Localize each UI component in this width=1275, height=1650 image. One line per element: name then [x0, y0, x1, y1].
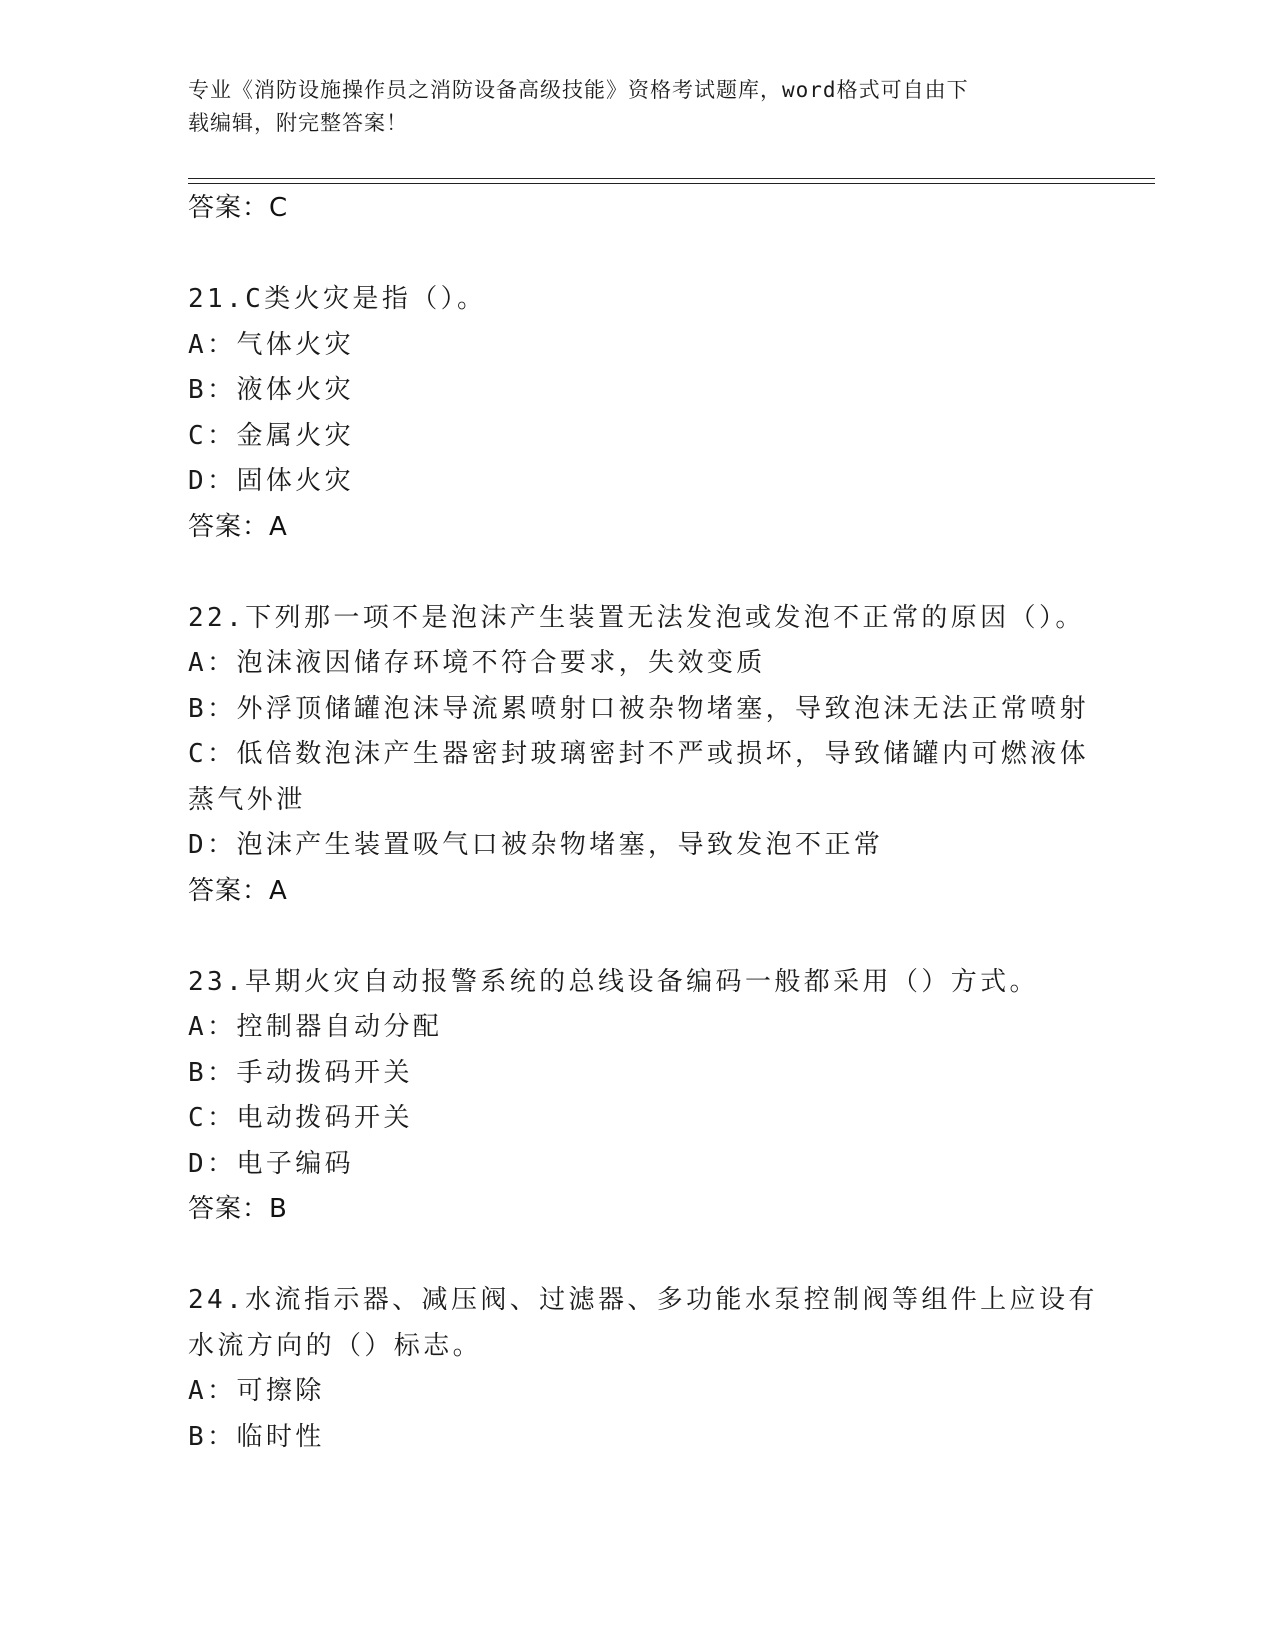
- question-stem: 23.早期火灾自动报警系统的总线设备编码一般都采用（）方式。: [188, 966, 1039, 997]
- option-c: C：低倍数泡沫产生器密封玻璃密封不严或损坏，导致储罐内可燃液体: [188, 739, 1090, 769]
- question-stem: 22.下列那一项不是泡沫产生装置无法发泡或发泡不正常的原因（）。: [188, 602, 1085, 633]
- header-line-2: 载编辑，附完整答案！: [188, 111, 408, 135]
- question-22: [188, 596, 1138, 915]
- question-stem-continued: 水流方向的（）标志。: [188, 1330, 483, 1361]
- option-b: B：手动拨码开关: [188, 1057, 413, 1088]
- question-23: [188, 960, 1138, 1233]
- option-d: D：固体火灾: [188, 466, 355, 496]
- option-b: B：临时性: [188, 1421, 325, 1452]
- option-c: C：电动拨码开关: [188, 1103, 413, 1133]
- option-d: D：泡沫产生装置吸气口被杂物堵塞，导致发泡不正常: [188, 830, 884, 860]
- answer: 答案：B: [188, 1194, 288, 1224]
- question-stem: 21.C类火灾是指（）。: [188, 284, 487, 314]
- option-c-continued: 蒸气外泄: [188, 784, 306, 815]
- option-a: A：气体火灾: [188, 329, 355, 360]
- answer-prev: 答案：C: [188, 193, 289, 223]
- header-divider: [188, 178, 1155, 184]
- option-a: A：可擦除: [188, 1376, 325, 1406]
- document-header: [188, 74, 1088, 140]
- option-c: C：金属火灾: [188, 420, 355, 451]
- option-b: B：外浮顶储罐泡沫导流累喷射口被杂物堵塞，导致泡沫无法正常喷射: [188, 693, 1090, 724]
- question-stem: 24.水流指示器、减压阀、过滤器、多功能水泵控制阀等组件上应设有: [188, 1285, 1098, 1315]
- option-d: D：电子编码: [188, 1148, 355, 1179]
- question-21: [188, 277, 1138, 550]
- answer: 答案：A: [188, 875, 288, 906]
- header-line-1: 专业《消防设施操作员之消防设备高级技能》资格考试题库，word格式可自由下: [188, 78, 969, 102]
- option-a: A：泡沫液因储存环境不符合要求，失效变质: [188, 648, 766, 678]
- option-b: B：液体火灾: [188, 375, 355, 405]
- question-list: [188, 186, 1138, 1460]
- question-24: [188, 1278, 1138, 1460]
- option-a: A：控制器自动分配: [188, 1012, 443, 1042]
- answer: 答案：A: [188, 511, 288, 542]
